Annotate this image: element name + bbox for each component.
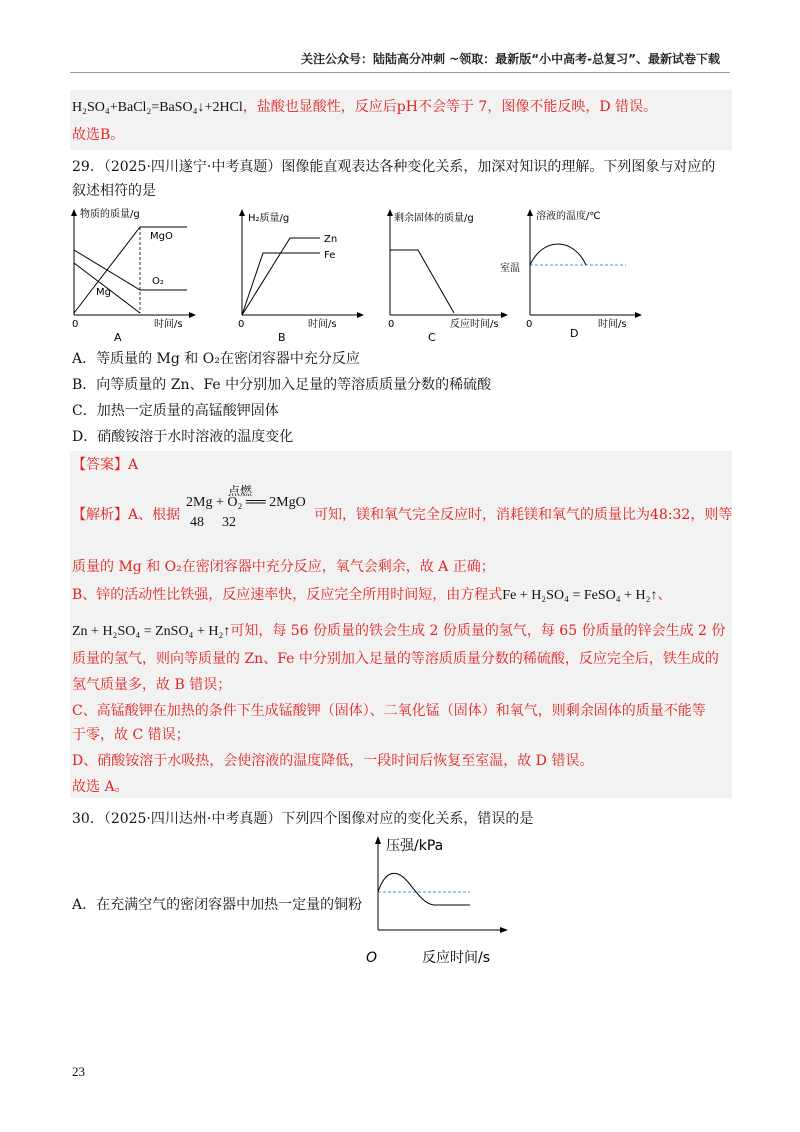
- q29-b-label-zn: Zn: [324, 234, 338, 245]
- q29-analysis-line7: C、高锰酸钾在加热的条件下生成锰酸钾（固体）、二氧化锰（固体）和氧气，则剩余固体的质量不能等: [72, 703, 706, 719]
- q29-b-ylabel: H₂质量/g: [248, 213, 290, 224]
- q29-choice: 故选 A。: [72, 779, 129, 795]
- q29-b-caption: B: [278, 331, 286, 344]
- q29-a-caption: A: [114, 331, 122, 344]
- q29-line4-text: 可知，每 56 份质量的铁会生成 2 份质量的氢气，每 65 份质量的锌会生成 2 份: [230, 623, 726, 639]
- q29-d-ylabel: 溶液的温度/℃: [536, 211, 601, 222]
- q29-a-origin: 0: [72, 319, 79, 330]
- q29-option-c: C．加热一定质量的高锰酸钾固体: [72, 403, 279, 419]
- q29-d-caption: D: [570, 327, 579, 340]
- q30-origin: O: [366, 950, 378, 966]
- q29-analysis-line8: 于零，故 C 错误；: [72, 727, 190, 743]
- q29-b-label-fe: Fe: [324, 250, 336, 261]
- q29-eq-48: 48: [190, 515, 204, 530]
- q29-c-xlabel: 反应时间/s: [450, 319, 499, 330]
- q29-line3-text: B、锌的活动性比铁强，反应速率快，反应完全所用时间短，由方程式: [72, 587, 503, 603]
- q29-analysis-line5: 质量的氢气，则向等质量的 Zn、Fe 中分别加入足量的等溶质质量分数的稀硫酸，反应完全后，铁生成的: [72, 651, 719, 667]
- q29-graph-a: [62, 205, 202, 345]
- q29-eq-32: 32: [222, 515, 236, 530]
- q29-a-label-o2: O₂: [152, 276, 164, 287]
- q29-eq-main: 2Mg + O₂ ══ 2MgO: [186, 495, 306, 510]
- q29-a-label-mgo: MgO: [150, 231, 173, 242]
- q29-analysis-line2: 质量的 Mg 和 O₂在密闭容器中充分反应，氧气会剩余，故 A 正确；: [72, 559, 495, 575]
- q29-eq-zn: Zn + H₂SO₄ = ZnSO₄ + H₂↑: [72, 624, 231, 639]
- q29-graph-d: [498, 205, 648, 345]
- q29-stem-1: 29．（2025·四川遂宁·中考真题）图像能直观表达各种变化关系，加深对知识的理解。下列图象与对应的: [72, 159, 716, 175]
- q29-b-xlabel: 时间/s: [308, 319, 337, 330]
- q30-option-a: A．在充满空气的密闭容器中加热一定量的铜粉: [72, 897, 363, 913]
- prev-choice: 故选B。: [72, 127, 125, 143]
- q29-d-xlabel: 时间/s: [598, 319, 627, 330]
- q30-ylabel: 压强/kPa: [386, 838, 444, 854]
- q30-xlabel: 反应时间/s: [422, 950, 491, 966]
- q29-c-ylabel: 剩余固体的质量/g: [394, 213, 474, 224]
- q29-option-d: D．硝酸铵溶于水时溶液的温度变化: [72, 429, 294, 445]
- q29-eq-top: 点燃: [228, 484, 253, 498]
- q29-analysis-line3: [72, 584, 672, 607]
- q29-eq-fe: Fe + H₂SO₄ = FeSO₄ + H₂↑: [502, 588, 658, 603]
- page-header: 关注公众号：陆陆高分冲刺 ~领取：最新版“小中高考-总复习”、最新试卷下载: [301, 52, 720, 66]
- q29-analysis-prefix: 【解析】A、根据: [72, 507, 181, 523]
- q30-graph-a: [362, 830, 522, 970]
- q29-analysis-line6: 氢气质量多，故 B 错误；: [72, 677, 232, 693]
- q29-a-label-mg: Mg: [96, 287, 111, 298]
- q29-c-origin: 0: [388, 319, 395, 330]
- q29-analysis-after-eq: 可知，镁和氧气完全反应时，消耗镁和氧气的质量比为48:32，则等: [314, 507, 733, 523]
- prev-analysis-line: [72, 96, 657, 119]
- q29-d-origin: 0: [526, 319, 533, 330]
- q29-d-room-label: 室温: [500, 263, 520, 274]
- q29-a-xlabel: 时间/s: [154, 319, 183, 330]
- q29-answer: 【答案】A: [72, 457, 139, 473]
- q30-stem: 30．（2025·四川达州·中考真题）下列四个图像对应的变化关系，错误的是: [72, 811, 534, 827]
- q29-graph-b: [230, 205, 370, 345]
- q29-stem-2: 叙述相符的是: [72, 183, 156, 199]
- page-number: 23: [72, 1064, 85, 1079]
- prev-formula: H₂SO₄+BaCl₂=BaSO₄↓+2HCl: [72, 100, 243, 115]
- header-rule: [70, 72, 730, 73]
- q29-option-b: B．向等质量的 Zn、Fe 中分别加入足量的等溶质质量分数的稀硫酸: [72, 377, 492, 393]
- q29-a-ylabel: 物质的质量/g: [80, 209, 140, 220]
- q29-analysis-line4: [72, 620, 725, 643]
- q29-analysis-line9: D、硝酸铵溶于水吸热，会使溶液的温度降低，一段时间后恢复至室温，故 D 错误。: [72, 753, 594, 769]
- q29-option-a: A．等质量的 Mg 和 O₂在密闭容器中充分反应: [72, 351, 360, 367]
- q29-c-caption: C: [428, 331, 436, 344]
- q29-line3-end: 、: [657, 587, 672, 603]
- prev-text: ，盐酸也显酸性，反应后pH不会等于 7，图像不能反映，D 错误。: [242, 99, 657, 115]
- q29-graph-c: [378, 205, 518, 345]
- q29-b-origin: 0: [238, 319, 245, 330]
